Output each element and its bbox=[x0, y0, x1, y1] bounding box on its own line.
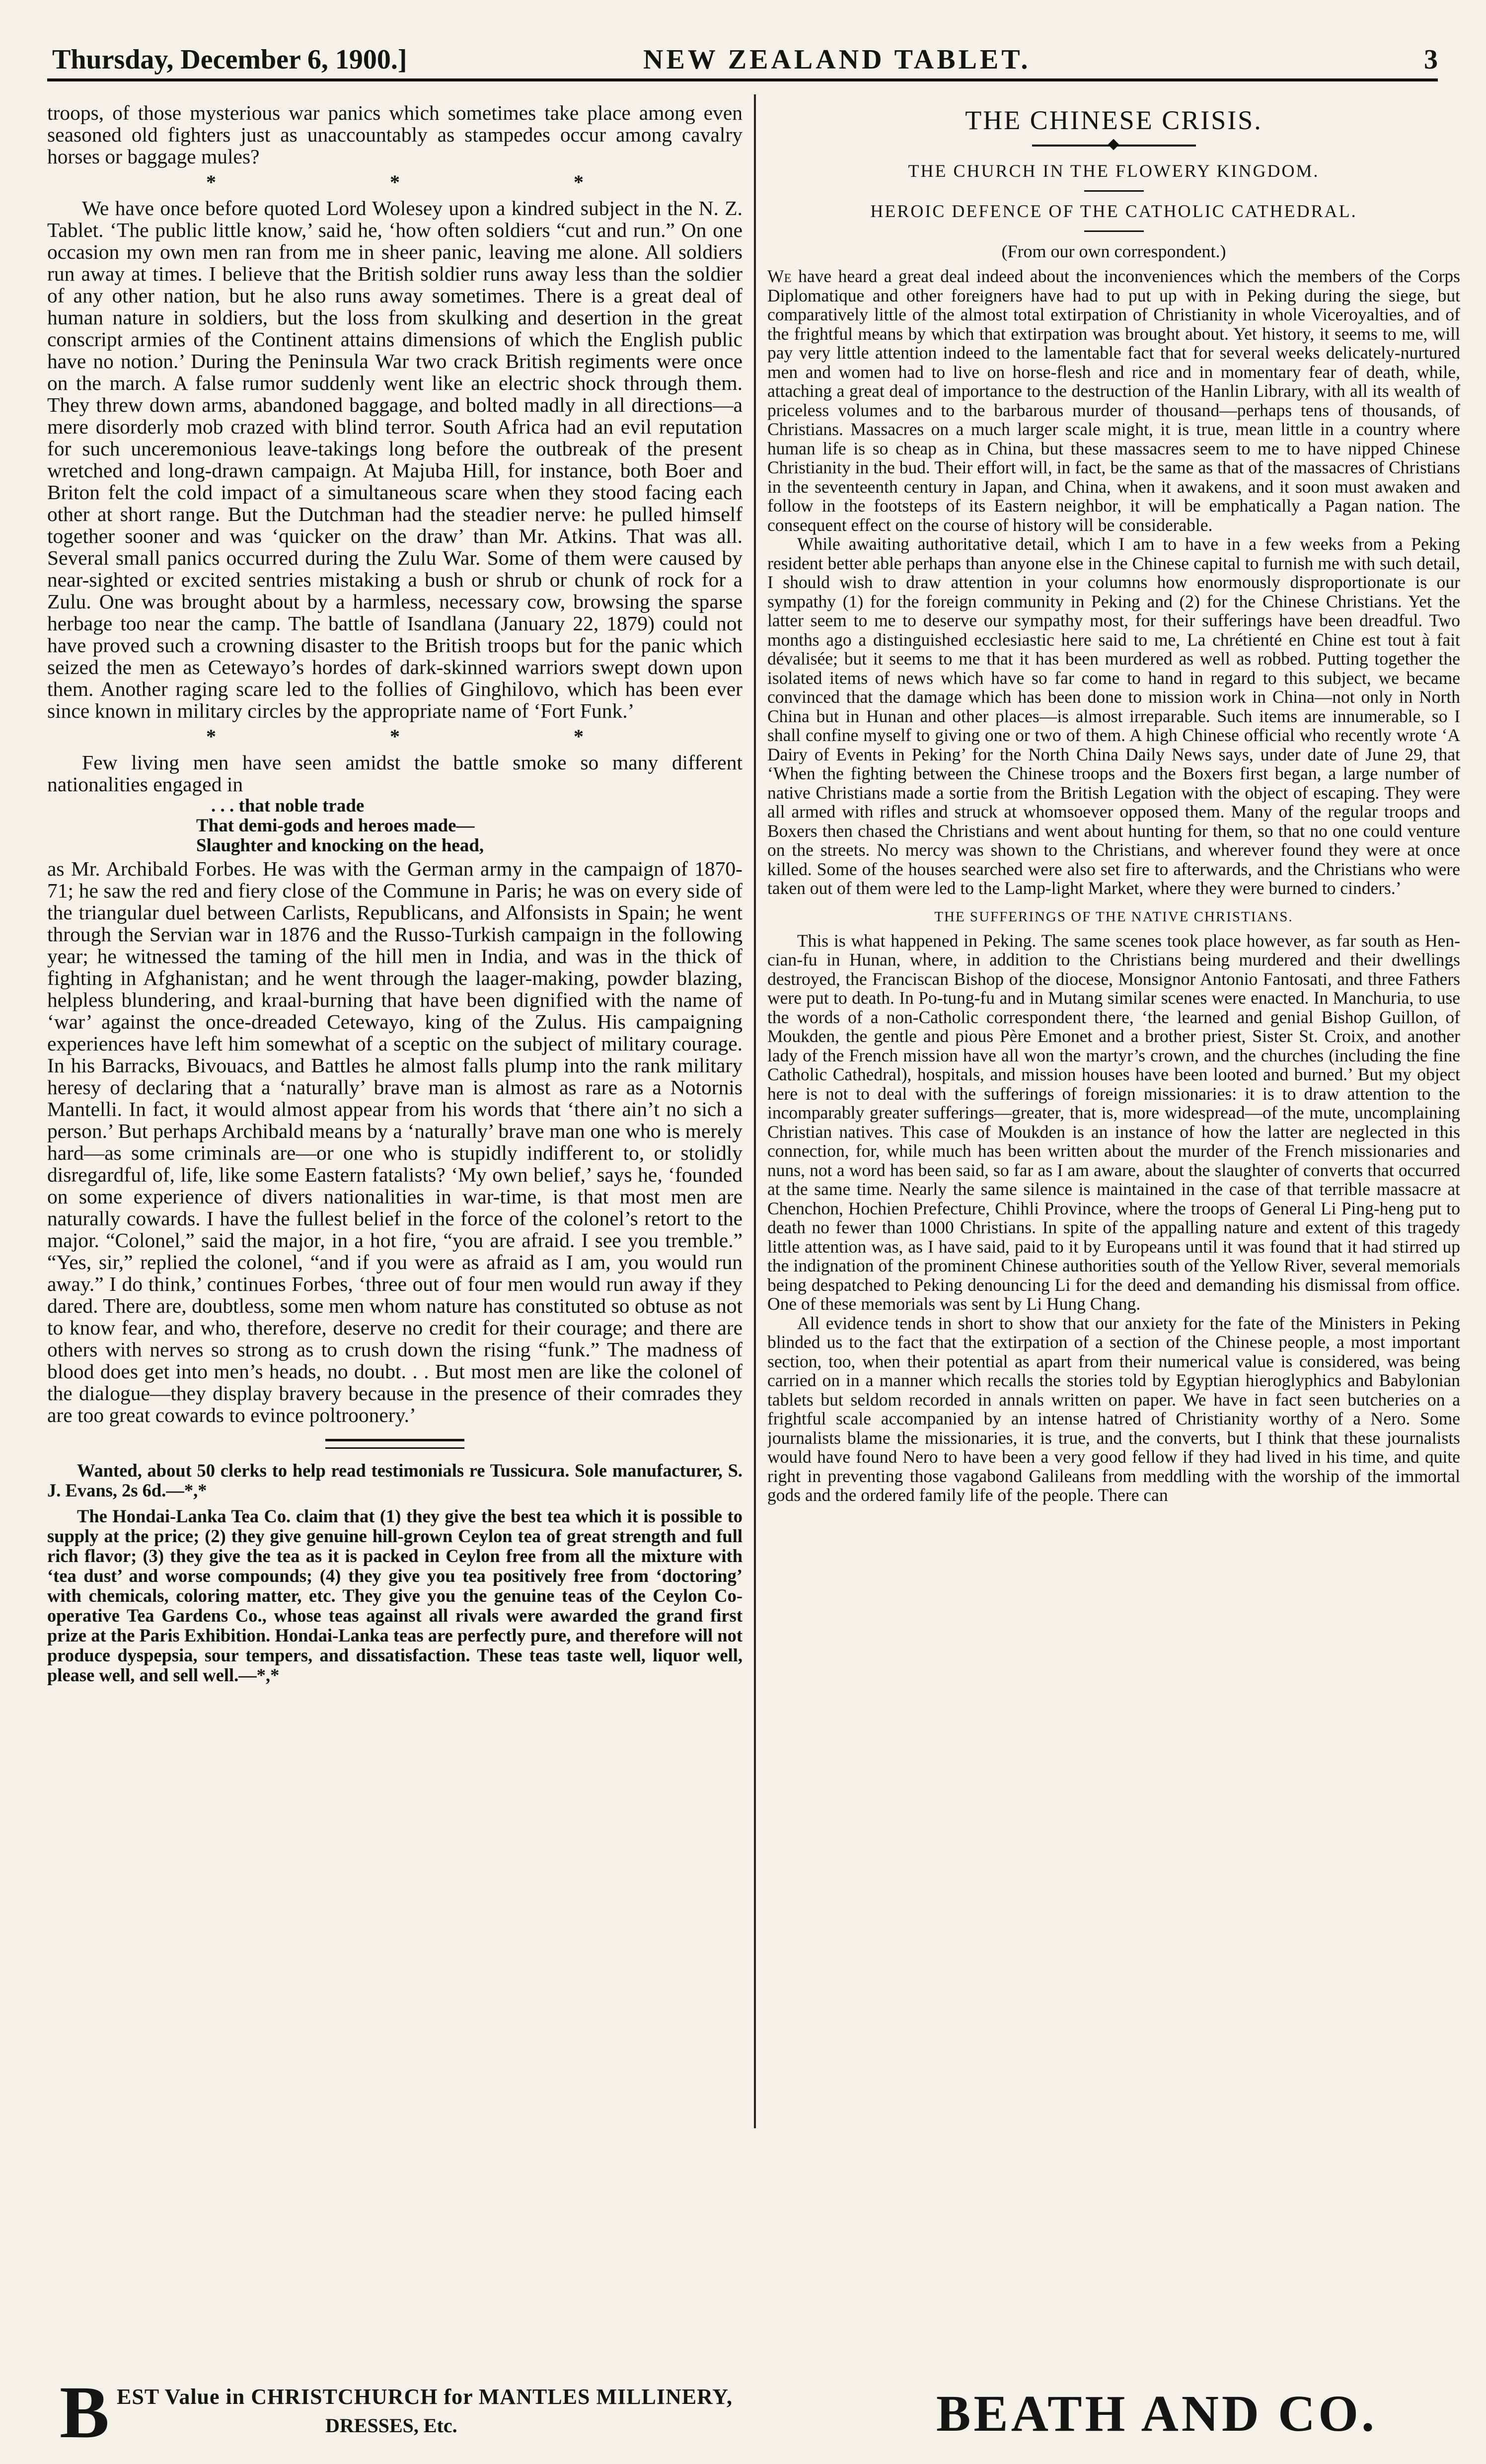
section-subheading: THE SUFFERINGS OF THE NATIVE CHRISTIANS. bbox=[934, 908, 1293, 925]
footer-ad-line: EST Value in CHRISTCHURCH for MANTLES MILLINERY, bbox=[117, 2385, 733, 2409]
section-break-stars: * * * bbox=[206, 725, 668, 747]
article-subheading: THE CHURCH IN THE FLOWERY KINGDOM. bbox=[908, 161, 1320, 181]
right-column bbox=[767, 102, 1460, 2138]
article-subheading: HEROIC DEFENCE OF THE CATHOLIC CATHEDRAL. bbox=[870, 201, 1357, 221]
short-rule bbox=[1084, 190, 1144, 192]
heading-ornament bbox=[1032, 141, 1196, 149]
advertisement-hondai-lanka-tea: The Hondai-Lanka Tea Co. claim that (1) they give the best tea which it is possible to supply at the price; (2) they give genuine hill-grown Ceylon tea of great strength and full rich flavor; (3) they give the tea as it is packed in Ceylon free from all the mixture with ‘tea dust’ and worse compounds; (4) they give you tea positively free from ‘doctoring’ with chemicals, coloring matter, etc. They give you the genuine teas of the Ceylon Co-operative Tea Gardens Co., whose teas against all rivals were awarded the grand first prize at the Paris Exhibition. Hondai-Lanka teas are perfectly pure, and therefore will not produce dyspepsia, sour tempers, and dissatisfaction. These teas taste well, liquor well, please well, and sell well.—*,* bbox=[47, 1506, 743, 1685]
footer-brand-name: BEATH AND CO. bbox=[936, 2385, 1377, 2442]
column-divider bbox=[754, 94, 756, 2128]
paragraph: as Mr. Archibald Forbes. He was with the German army in the campaign of 1870-71; he saw the red and fiery close of the Commune in Paris; he was on every side of the triangular duel between Carlists, Republicans, and Alfonsists in Spain; he went through the Servian war in 1876 and the Russo-Turkish campaign in the following year; he witnessed the taming of the hill men in India, and was in the thick of fighting in Afghanistan; and he went through the laager-making, powder blazing, helpless blundering, and kraal-burning that have been dignified with the name of ‘war’ against the once-dreaded Cetewayo, king of the Zulus. His campaigning experiences have left him somewhat of a sceptic on the subject of military courage. In his Barracks, Bivouacs, and Battles he almost falls plump into the rank military heresy of declaring that a ‘naturally’ brave man is almost as rare as a Notornis Mantelli. In fact, it would almost appear from his words that ‘there ain’t no sich a person.’ But perhaps Archibald means by a ‘naturally’ brave man one who is merely hard—as some criminals are—or one who is stupidly indifferent to, or stolidly disregardful of, life, like some Eastern fatalists? ‘My own belief,’ says he, ‘founded on some experience of divers nationalities in war-time, is that most men are naturally cowards. I have the fullest belief in the force of the colonel’s retort to the major. “Colonel,” said the major, in a hot fire, “you are afraid. I see you tremble.” “Yes, sir,” replied the colonel, “and if you were as afraid as I am, you would run away.” I do think,’ continues Forbes, ‘three out of four men would run away if they dared. There are, doubtless, some men whom nature has constituted so obtuse as not to know fear, and who, therefore, deserve no credit for their courage; and there are others with nerves so strong as to crush down the rising “funk.” The madness of blood does get into men’s heads, no doubt. . . But most men are like the colonel of the dialogue—they display bravery because in the presence of their comrades they are too great cowards to evince poltroonery.’ bbox=[47, 857, 743, 1426]
footer-initial-letter: B bbox=[60, 2371, 110, 2454]
article-heading: THE CHINESE CRISIS. bbox=[965, 105, 1263, 135]
issue-date: Thursday, December 6, 1900.] bbox=[52, 44, 407, 75]
left-column bbox=[47, 102, 743, 2106]
newspaper-title: NEW ZEALAND TABLET. bbox=[643, 44, 1031, 75]
paragraph bbox=[767, 267, 1460, 534]
double-rule-divider bbox=[325, 1439, 464, 1449]
byline: (From our own correspondent.) bbox=[1001, 241, 1226, 261]
masthead-rule bbox=[47, 78, 1438, 81]
section-break-stars: * * * bbox=[206, 171, 668, 193]
masthead bbox=[47, 44, 1438, 78]
advertisement-tussicura: Wanted, about 50 clerks to help read testimonials re Tussicura. Sole manufacturer, S. J. Evans, 2s 6d.—*,* bbox=[47, 1460, 743, 1500]
paragraph: All evidence tends in short to show that our anxiety for the fate of the Ministers in Peking blinded us to the fact that the extirpation of a section of the Chinese people, a most important section, too, when their potential as apart from their numerical value is considered, was being carried on in a manner which recalls the stories told by Egyptian hieroglyphics and Babylonian tablets but seldom recorded in annals written on paper. We have in fact seen butcheries on a frightful scale accompanied by an intense hatred of Christianity worthy of a Nero. Some journalists blame the missionaries, it is true, and the converts, but I think that these journalists would have found Nero to have been a very good fellow if they had lived in his time, and quite right in preventing those vagabond Galileans from meddling with the worship of the immortal gods and the ordered family life of the people. There can bbox=[767, 1313, 1460, 1505]
verse-quote bbox=[196, 796, 743, 856]
paragraph-text: have heard a great deal indeed about the inconveniences which the members of the Corps Diplomatique and other foreigners have had to put up with in Peking during the siege, but comparatively little of the almost total extirpation of Christianity in whole Viceroyalties, and of the frightful means by which that extirpation was brought about. Yet history, it seems to me, will pay very little attention indeed to the lamentable fact that for several weeks delicately-nurtured men and women had to live on horse-flesh and rice and in momentary fear of death, while, attaching a great deal of importance to the destruction of the Hanlin Library, with all its wealth of priceless volumes and to the barbarous murder of thousand—perhaps tens of thousands, of Christians. Massacres on a much larger scale might, it is true, mean little in a country where human life is so cheap as in China, but these massacres seem to me to have nipped Chinese Christianity in the bud. Their effort will, in fact, be the same as that of the massacres of Christians in the seventeenth century in Japan, and China, when it awakens, and it soon must awaken and follow in the footsteps of its Eastern neighbor, it will be emphatically a Pagan nation. The consequent effect on the course of history will be considerable. bbox=[767, 266, 1460, 535]
paragraph: Few living men have seen amidst the battle smoke so many different nationalities engaged in bbox=[47, 751, 743, 796]
paragraph: This is what happened in Peking. The same scenes took place however, as far south as Hen-cian-fu in Hunan, where, in addition to the Christians being murdered and their dwellings destroyed, the Franciscan Bishop of the diocese, Monsignor Antonio Fantosati, and three Fathers were put to death. In Po-tung-fu and in Mutang similar scenes were enacted. In Manchuria, to use the words of a non-Catholic correspondent there, ‘the learned and genial Bishop Guillon, of Moukden, the gentle and pious Père Emonet and a brother priest, Sister St. Croix, and another lady of the French mission have all won the martyr’s crown, and the churches (including the fine Catholic Cathedral), hospitals, and mission houses have been looted and burned.’ But my object here is not to deal with the sufferings of foreign missionaries: it is to draw attention to the incomparably greater sufferings—greater, that is, more widespread—of the mute, uncomplaining Christian natives. This case of Moukden is an instance of how the latter are neglected in this connection, for, while much has been written about the murder of the French missionaries and nuns, not a word has been said, so far as I am aware, about the slaughter of converts that occurred at the same time. Nearly the same silence is maintained in the case of that terrible massacre at Chenchon, Hochien Prefecture, Chihli Province, where the troops of General Li Ping-heng put to death no fewer than 1000 Christians. In spite of the appalling nature and extent of this tragedy little attention was, as I have said, paid to it by Europeans until it was found that it had stirred up the indignation of the prominent Chinese authorities south of the Yellow River, several memorials being despatched to Peking denouncing Li for the deed and demanding his dismissal from office. One of these memorials was sent by Li Hung Chang. bbox=[767, 930, 1460, 1314]
paragraph: troops, of those mysterious war panics which sometimes take place among even seasoned old fighters just as unaccountably as stampedes occur among cavalry horses or baggage mules? bbox=[47, 102, 743, 168]
footer-advertisement bbox=[47, 2369, 1438, 2454]
paragraph: We have once before quoted Lord Wolesey upon a kindred subject in the N. Z. Tablet. ‘The public little know,’ said he, ‘how often soldiers “cut and run.” On one occasion my own men ran from me in sheer panic, leaving me alone. All soldiers run away at times. I believe that the British soldier runs away less than the soldier of any other nation, but he also runs away sometimes. There is a great deal of human nature in soldiers, but the loss from skulking and desertion in the great conscript armies of the Continent attains dimensions of which the English public have no notion.’ During the Peninsula War two crack British regiments were once on the march. A false rumor suddenly went like an electric shock through them. They threw down arms, abandoned baggage, and bolted madly in all directions—a mere disorderly mob crazed with blind terror. South Africa had an evil reputation for such unceremonious leave-takings long before the outbreak of the present wretched and long-drawn campaign. At Majuba Hill, for instance, both Boer and Briton felt the cold impact of a simultaneous scare when they stood facing each other at short range. But the Dutchman had the steadier nerve: he pulled himself together sooner and was ‘quicker on the draw’ than Mr. Atkins. That was all. Several small panics occurred during the Zulu War. Some of them were caused by near-sighted or excited sentries mistaking a bush or shrub or chunk of rock for a Zulu. One was brought about by a harmless, necessary cow, browsing the sparse herbage too near the camp. The battle of Isandlana (January 22, 1879) could not have proved such a crowning disaster to the British troops but for the panic which seized the men as Cetewayo’s hordes of dark-skinned warriors swept down upon them. Another raging scare led to the follies of Ginghilovo, which has been ever since known in military circles by the appropriate name of ‘Fort Funk.’ bbox=[47, 197, 743, 722]
verse-line: . . . that noble trade bbox=[211, 796, 365, 816]
paragraph: While awaiting authoritative detail, which I am to have in a few weeks from a Peking resident better able perhaps than anyone else in the Chinese capital to furnish me with such detail, I should wish to draw attention in your columns how enormously disproportionate is our sympathy (1) for the foreign community in Peking and (2) for the Chinese Christians. Yet the latter seem to me to deserve our sympathy most, for their sufferings have been dreadful. Two months ago a distinguished ecclesiastic here said to me, La chrétienté en Chine est tout à fait dévalisée; but it seems to me that it has been murdered as well as robbed. Putting together the isolated items of news which have so far come to hand in regard to this subject, we became convinced that the damage which has been done to mission work in China—not only in North China but in Hunan and other places—is almost irreparable. Such items are innumerable, so I shall confine myself to giving one or two of them. A high Chinese official who recently wrote ‘A Dairy of Events in Peking’ for the North China Daily News says, under date of June 29, that ‘When the fighting between the Chinese troops and the Boxers first began, a large number of native Christians made a sortie from the British Legation with the object of escaping. They were all armed with rifles and struck at whomsoever opposed them. Many of the regular troops and Boxers then chased the Christians and went about hunting for them, so that no one could venture on the streets. No mercy was shown to the Christians, and wherever found they were at once killed. Some of the houses searched were also set fire to afterwards, and the Christians who were taken out of them were led to the Lamp-light Market, where they were burned to cinders.’ bbox=[767, 534, 1460, 898]
drop-cap: We bbox=[767, 266, 792, 286]
diamond-ornament-icon bbox=[1108, 139, 1119, 150]
short-rule bbox=[1084, 230, 1144, 232]
verse-line: Slaughter and knocking on the head, bbox=[196, 835, 484, 856]
footer-ad-line: DRESSES, Etc. bbox=[325, 2414, 457, 2437]
page-number: 3 bbox=[1424, 44, 1438, 75]
verse-line: That demi-gods and heroes made— bbox=[196, 816, 475, 836]
